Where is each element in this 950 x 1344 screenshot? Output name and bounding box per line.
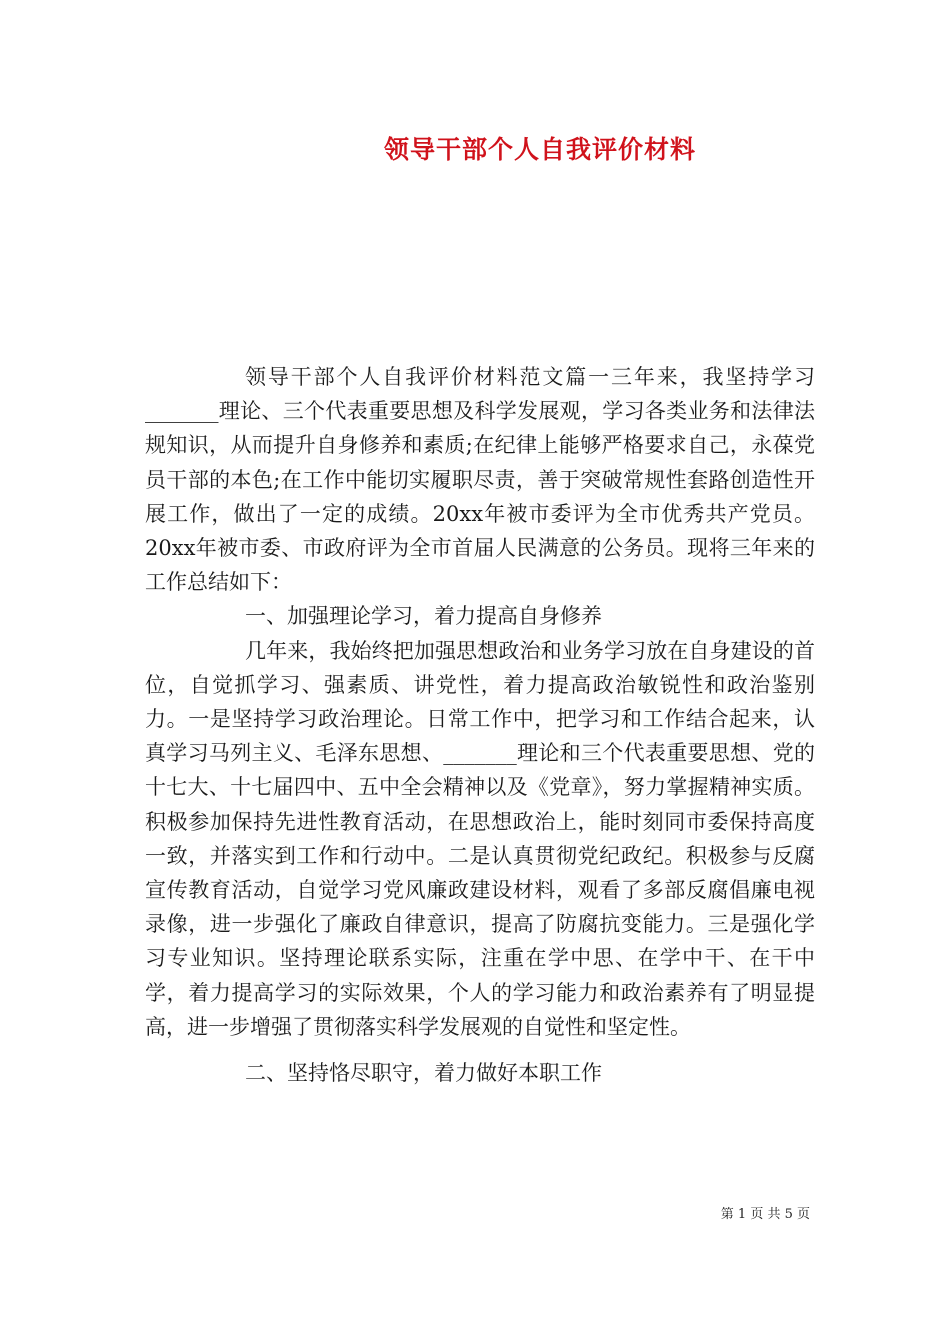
page-number: 第 1 页 共 5 页 <box>720 1207 810 1222</box>
section-heading-1: 一、加强理论学习，着力提高自身修养 <box>245 604 602 629</box>
document-body <box>145 360 815 1090</box>
section-heading-2: 二、坚持恪尽职守，着力做好本职工作 <box>245 1061 602 1086</box>
paragraph-intro: 领导干部个人自我评价材料范文篇一三年来，我坚持学习_______理论、三个代表重要思想及科学发展观，学习各类业务和法律法规知识，从而提升自身修养和素质;在纪律上能够严格要求自己，永葆党员干部的本色;在工作中能切实履职尽责，善于突破常规性套路创造性开展工作，做出了一定的成绩。20xx年被市委评为全市优秀共产党员。20xx年被市委、市政府评为全市首届人民满意的公务员。现将三年来的工作总结如下： <box>145 365 815 595</box>
document-title: 领导干部个人自我评价材料 <box>383 135 696 164</box>
paragraph-spacer <box>145 1044 815 1056</box>
paragraph-section-1: 几年来，我始终把加强思想政治和业务学习放在自身建设的首位，自觉抓学习、强素质、讲党性，着力提高政治敏锐性和政治鉴别力。一是坚持学习政治理论。日常工作中，把学习和工作结合起来，认真学习马列主义、毛泽东思想、_______理论和三个代表重要思想、党的十七大、十七届四中、五中全会精神以及《党章》，努力掌握精神实质。积极参加保持先进性教育活动，在思想政治上，能时刻同市委保持高度一致，并落实到工作和行动中。二是认真贯彻党纪政纪。积极参与反腐宣传教育活动，自觉学习党风廉政建设材料，观看了多部反腐倡廉电视录像，进一步强化了廉政自律意识，提高了防腐抗变能力。三是强化学习专业知识。坚持理论联系实际，注重在学中思、在学中干、在干中学，着力提高学习的实际效果，个人的学习能力和政治素养有了明显提高，进一步增强了贯彻落实科学发展观的自觉性和坚定性。 <box>145 638 815 1039</box>
